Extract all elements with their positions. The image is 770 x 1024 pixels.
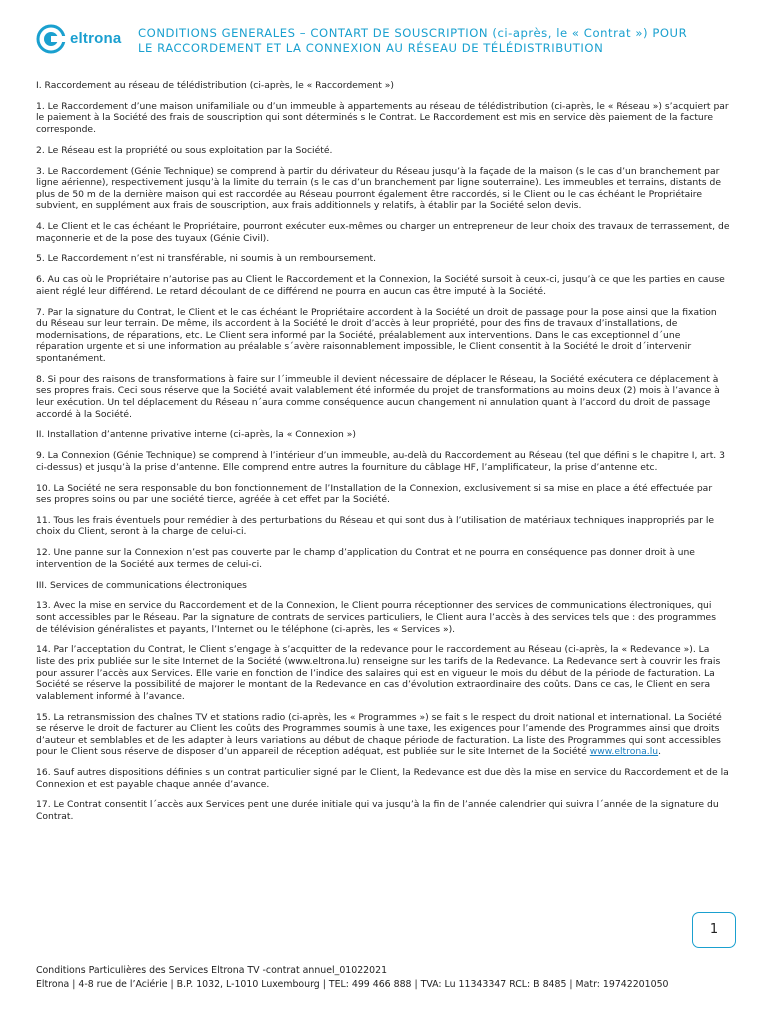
paragraph-17: 17. Le Contrat consentit l´accès aux Services pent une durée initiale qui va jusqu’à la fin de l’année calendrier qui suivra l´année de la signature du Contrat. bbox=[36, 799, 719, 823]
eltrona-logo bbox=[36, 24, 131, 54]
paragraph-7: 7. Par la signature du Contrat, le Client et le cas échéant le Propriétaire accordent à la Société un droit de passage pour la pose ainsi que la fixation du Réseau sur leur terrain. De même, ils accordent à la Société le droit d’accès à leur propriété, pour des fins de travaux d’installations, de modernisations, de réparations, etc. Le Client sera informé par la Société, préalablement aux interventions. Dans le cas exceptionnel d´une réparation urgente et si une information au préalable s´avère raisonnablement impossible, le Client consentit à la Société le droit d´intervenir spontanément. bbox=[36, 306, 717, 364]
paragraph-10: 10. La Société ne sera responsable du bon fonctionnement de l’Installation de la Connexion, exclusivement si sa mise en place a été effectuée par ses propres soins ou par une société tierce, agréée à cet effet par la Société. bbox=[36, 482, 713, 506]
paragraph-5: 5. Le Raccordement n’est ni transférable, ni soumis à un remboursement. bbox=[36, 253, 377, 265]
document-body bbox=[36, 80, 730, 832]
page-number: 1 bbox=[692, 912, 736, 948]
paragraph-4: 4. Le Client et le cas échéant le Propriétaire, pourront exécuter eux-mêmes ou charger un entrepreneur de leur choix des travaux de terrassement, de maçonnerie et de la pose des tuyaux (Génie Civil). bbox=[36, 221, 730, 244]
paragraph-1: 1. Le Raccordement d’une maison unifamiliale ou d’un immeuble à appartements au réseau de télédistribution (ci-après, le « Réseau ») s’acquiert par le paiement à la Société des frais de souscription qui sont déterminés s le Contrat. Le Raccordement est mis en service dès paiement de la facture corresponde. bbox=[36, 100, 729, 135]
section-heading-3: III. Services de communications électroniques bbox=[36, 579, 247, 591]
paragraph-15-text: 15. La retransmission des chaînes TV et stations radio (ci-après, les « Programmes ») se fait s le respect du droit national et international. La Société se réserve le droit de facturer au Client les coûts des Programmes soumis à une taxe, les exigences pour l’amende des Programmes ainsi que droits d’auteur et semblables et de les adapter à leurs variations au début de chaque période de facturation. La liste des Programmes qui sont accessibles pour le Client sous réserve de disposer d’un appareil de réception adéquat, est publiée sur le site Internet de la Société bbox=[36, 711, 722, 758]
paragraph-14: 14. Par l’acceptation du Contrat, le Client s’engage à s’acquitter de la redevance pour le raccordement au Réseau (ci-après, la « Redevance »). La liste des prix publiée sur le site Internet de la Société (www.eltrona.lu) renseigne sur les tarifs de la Redevance. La Redevance sert à couvrir les frais pour assurer l’accès aux Services. Elle varie en fonction de l’indice des salaires qui est en vigueur le mois du début de la période de facturation. La Société se réserve la possibilité de majorer le montant de la Redevance en cas d’évolution extraordinaire des coûts. Dans ce cas, le Client en sera valablement informé à l’avance. bbox=[36, 644, 721, 702]
footer-line-2: Eltrona | 4-8 rue de l’Aciérie | B.P. 1032, L-1010 Luxembourg | TEL: 499 466 888 | TVA: Lu 11343347 RCL: B 8485 | Matr: 19742201050 bbox=[36, 978, 669, 990]
paragraph-3: 3. Le Raccordement (Génie Technique) se comprend à partir du dérivateur du Réseau jusqu’à la façade de la maison (s le cas d’un branchement par ligne aérienne), respectivement jusqu’à la limite du terrain (s le cas d’un branchement par ligne souterraine). Les immeubles et terrains, distants de plus de 50 m de la dernière maison qui est raccordée au Réseau pourront également être raccordés, si le Client ou le cas échéant le Propriétaire subvient, en supplément aux frais de souscription, aux frais additionnels y relatifs, à établir par la Société selon devis. bbox=[36, 165, 721, 212]
paragraph-11: 11. Tous les frais éventuels pour remédier à des perturbations du Réseau et qui sont dus à l’utilisation de matériaux techniques inappropriés par le choix du Client, seront à la charge de celui-ci. bbox=[36, 514, 715, 538]
paragraph-15: 15. La retransmission des chaînes TV et stations radio (ci-après, les « Programmes ») se fait s le respect du droit national et international. La Société se réserve le droit de facturer au Client les coûts des Programmes soumis à une taxe, les exigences pour l’amende des Programmes ainsi que droits d’auteur et semblables et de les adapter à leurs variations au début de chaque période de facturation. La liste des Programmes qui sont accessibles pour le Client sous réserve de disposer d’un appareil de réception adéquat, est publiée sur le site Internet de la Société www.eltrona.lu. bbox=[36, 711, 722, 758]
section-heading-2: II. Installation d’antenne privative interne (ci-après, la « Connexion ») bbox=[36, 429, 356, 441]
paragraph-12: 12. Une panne sur la Connexion n’est pas couverte par le champ d’application du Contrat et ne pourra en conséquence pas donner droit à une intervention de la Société aux termes de celui-ci. bbox=[36, 547, 695, 570]
document-header bbox=[36, 24, 746, 60]
document-title bbox=[138, 26, 743, 56]
paragraph-16: 16. Sauf autres dispositions définies s un contrat particulier signé par le Client, la Redevance est due dès la mise en service du Raccordement et de la Connexion et est payable chaque année d’avance. bbox=[36, 767, 729, 790]
eltrona-website-link[interactable]: www.eltrona.lu bbox=[589, 746, 659, 758]
section-heading-1: I. Raccordement au réseau de télédistribution (ci-après, le « Raccordement ») bbox=[36, 80, 394, 91]
paragraph-8: 8. Si pour des raisons de transformations à faire sur l´immeuble il devient nécessaire de déplacer le Réseau, la Société exécutera ce déplacement à ses propres frais. Ceci sous réserve que la Société avait valablement été informée du projet de transformations au moins deux (2) mois à l’avance à leur exécution. Un tel déplacement du Réseau n´aura comme conséquence aucun changement ni annulation quant à l’accord du droit de passage accordé à la Société. bbox=[36, 373, 720, 420]
logo-text: eltrona bbox=[70, 30, 122, 47]
logo-mark-icon bbox=[36, 24, 68, 54]
document-footer bbox=[36, 964, 746, 991]
paragraph-13: 13. Avec la mise en service du Raccordement et de la Connexion, le Client pourra réceptionner des services de communications électroniques, qui sont accessibles par le Réseau. Par la signature de contrats de services particuliers, le Client aura l’accès à des services tels que : des programmes de télévision généralistes et payants, l’Internet ou le téléphone (ci-après, les « Services »). bbox=[36, 600, 716, 635]
paragraph-2: 2. Le Réseau est la propriété ou sous exploitation par la Société. bbox=[36, 144, 333, 156]
paragraph-9: 9. La Connexion (Génie Technique) se comprend à l’intérieur d’un immeuble, au-delà du Raccordement au Réseau (tel que défini s le chapitre I, art. 3 ci-dessus) et jusqu’à la prise d’antenne. Elle comprend entre autres la fourniture du câblage HF, l’amplificateur, la prise d’antenne etc. bbox=[36, 450, 725, 473]
paragraph-6: 6. Au cas où le Propriétaire n’autorise pas au Client le Raccordement et la Connexion, la Société sursoit à ceux-ci, jusqu’à ce que les parties en cause aient réglé leur différend. Le retard découlant de ce différend ne pourra en aucun cas être imputé à la Société. bbox=[36, 274, 725, 297]
title-line-2: LE RACCORDEMENT ET LA CONNEXION AU RÉSEAU DE TÉLÉDISTRIBUTION bbox=[138, 41, 604, 55]
footer-line-1: Conditions Particulières des Services Eltrona TV -contrat annuel_01022021 bbox=[36, 965, 388, 976]
title-line-1: CONDITIONS GENERALES – CONTART DE SOUSCRIPTION (ci-après, le « Contrat ») POUR bbox=[138, 26, 688, 40]
